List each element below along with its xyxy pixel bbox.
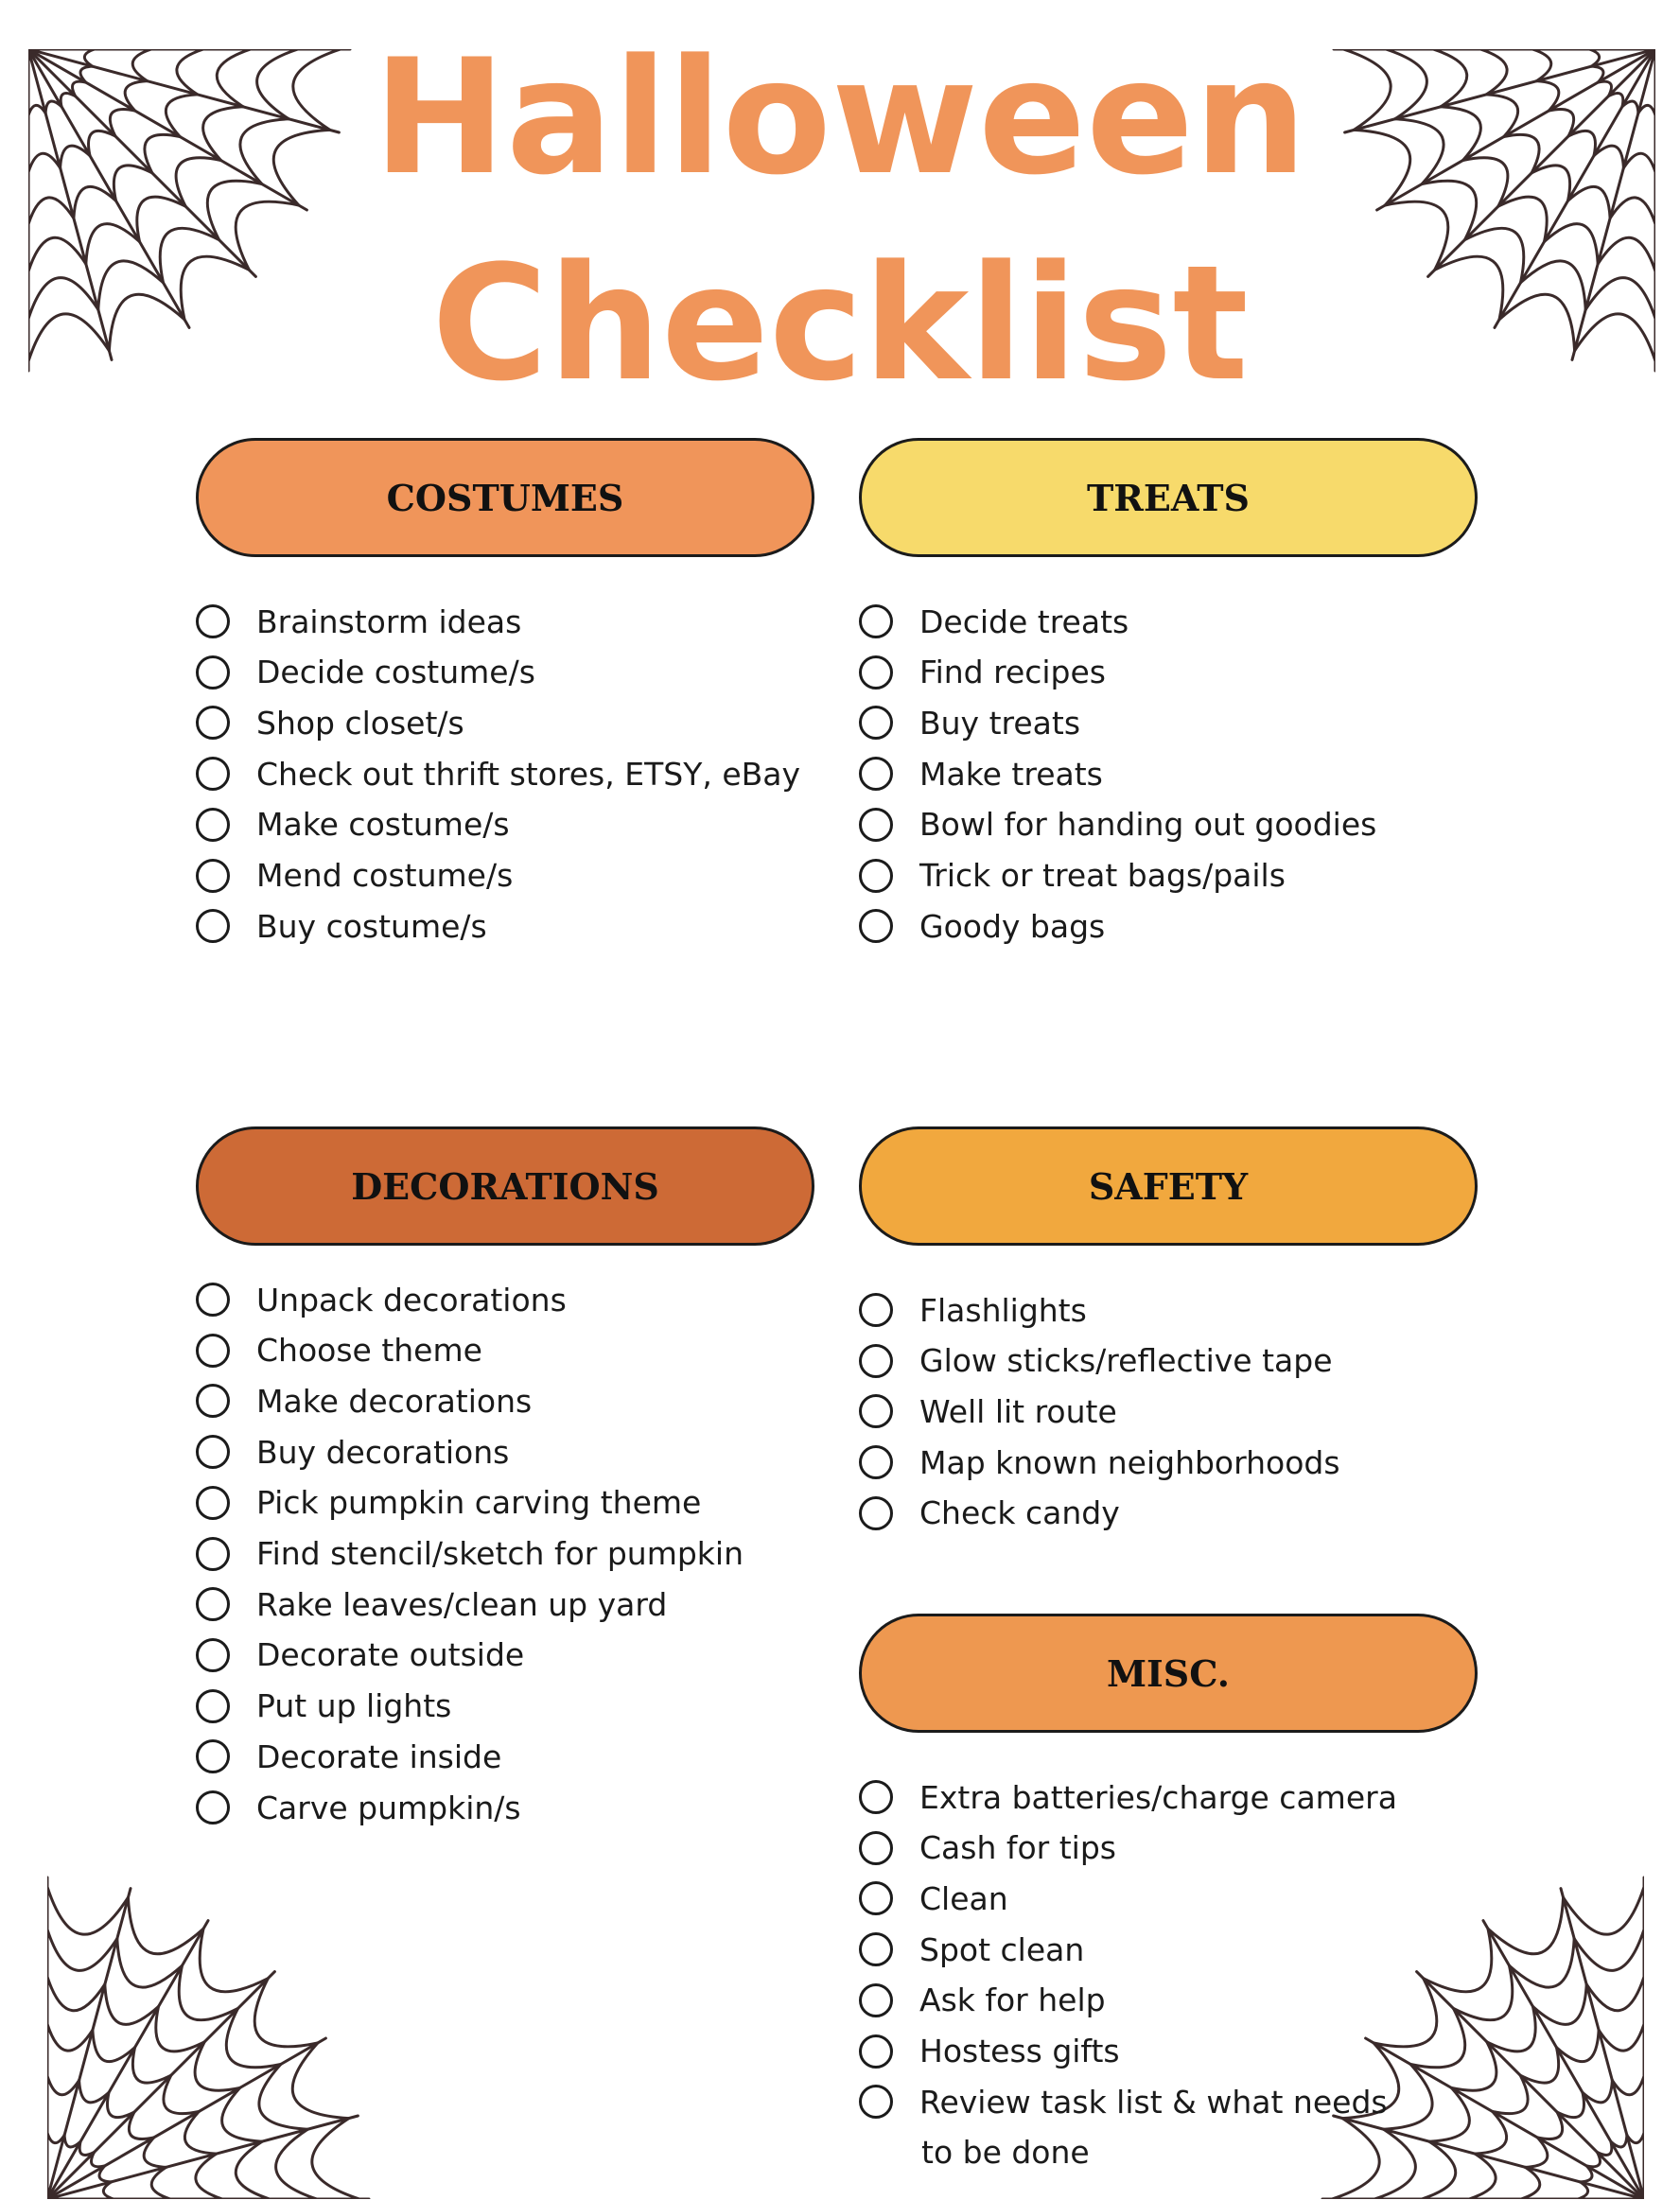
checklist-item-label: Flashlights (919, 1291, 1087, 1329)
checkbox-circle-icon[interactable] (196, 859, 230, 893)
checklist-item[interactable] (196, 903, 487, 949)
checklist-item-label: Decorate inside (256, 1737, 502, 1775)
checklist-item[interactable] (196, 1531, 744, 1577)
checkbox-circle-icon[interactable] (196, 1537, 230, 1571)
section-header-safety: SAFETY (859, 1126, 1478, 1246)
checklist-item[interactable] (196, 650, 535, 695)
checkbox-circle-icon[interactable] (196, 1334, 230, 1368)
checklist-item[interactable] (196, 751, 800, 796)
checklist-item-label: Buy treats (919, 704, 1081, 742)
checkbox-circle-icon[interactable] (859, 859, 893, 893)
checklist-item-label: Make decorations (256, 1382, 533, 1420)
checkbox-circle-icon[interactable] (196, 1384, 230, 1418)
checklist-item[interactable] (859, 1491, 1120, 1536)
checkbox-circle-icon[interactable] (196, 1283, 230, 1317)
checkbox-circle-icon[interactable] (196, 909, 230, 943)
checklist-item-label: Make costume/s (256, 806, 510, 844)
checklist-item-label: Put up lights (256, 1687, 452, 1725)
checkbox-circle-icon[interactable] (859, 1831, 893, 1865)
checklist-item-label: Hostess gifts (919, 2033, 1120, 2069)
checkbox-circle-icon[interactable] (859, 604, 893, 638)
checklist-item-label: Find stencil/sketch for pumpkin (256, 1535, 744, 1572)
checklist-item[interactable] (859, 1440, 1340, 1485)
checklist-item[interactable] (196, 853, 513, 899)
checklist-item[interactable] (859, 903, 1105, 949)
checkbox-circle-icon[interactable] (196, 1638, 230, 1672)
section-header-misc: MISC. (859, 1614, 1478, 1733)
checklist-item-label: Goody bags (919, 907, 1106, 945)
checklist-item-label: Unpack decorations (256, 1281, 567, 1318)
checklist-item-label: Map known neighborhoods (919, 1443, 1340, 1481)
checklist-item[interactable] (196, 1480, 701, 1526)
checklist-item[interactable] (859, 1338, 1333, 1384)
page-title: Halloween (373, 25, 1307, 210)
checklist-item[interactable] (859, 2029, 1120, 2074)
checklist-item-label: Decide costume/s (256, 654, 535, 691)
checklist-item-label: Carve pumpkin/s (256, 1789, 521, 1826)
checklist-item[interactable] (196, 1785, 521, 1830)
checklist-item-label: Glow sticks/reflective tape (919, 1342, 1333, 1380)
checklist-item-label: Pick pumpkin carving theme (256, 1484, 702, 1522)
checklist-item[interactable] (859, 1388, 1117, 1434)
page-title-line-2: Checklist (431, 231, 1249, 416)
checkbox-circle-icon[interactable] (196, 655, 230, 690)
checklist-item-label: Cash for tips (919, 1829, 1116, 1867)
checkbox-circle-icon[interactable] (196, 1689, 230, 1723)
spider-web-icon (47, 1859, 388, 2199)
checkbox-circle-icon[interactable] (859, 1445, 893, 1479)
checkbox-circle-icon[interactable] (859, 909, 893, 943)
checklist-item[interactable] (196, 1633, 524, 1678)
checkbox-circle-icon[interactable] (859, 1344, 893, 1378)
checkbox-circle-icon[interactable] (196, 706, 230, 740)
checklist-item-label: Decide treats (919, 602, 1129, 640)
checkbox-circle-icon[interactable] (859, 706, 893, 740)
checklist-item[interactable] (196, 1429, 509, 1475)
checklist-item-label: Extra batteries/charge camera (919, 1778, 1397, 1816)
checklist-item-label: Ask for help (919, 1982, 1106, 2019)
section-header-costumes: COSTUMES (196, 438, 814, 557)
section-header-treats: TREATS (859, 438, 1478, 557)
checklist-item-label: Buy decorations (256, 1433, 510, 1471)
checkbox-circle-icon[interactable] (196, 1790, 230, 1825)
checklist-item-label: Make treats (919, 755, 1103, 793)
checklist-item[interactable] (196, 599, 521, 644)
checklist-item[interactable] (859, 853, 1286, 899)
checklist-item[interactable] (196, 1581, 667, 1627)
checkbox-circle-icon[interactable] (859, 757, 893, 791)
checkbox-circle-icon[interactable] (859, 1780, 893, 1814)
checkbox-circle-icon[interactable] (196, 1435, 230, 1469)
checklist-item[interactable] (859, 1287, 1087, 1333)
spider-web-icon (1304, 1859, 1644, 2199)
checklist-item[interactable] (859, 2079, 1388, 2124)
checkbox-circle-icon[interactable] (196, 757, 230, 791)
section-header-decorations: DECORATIONS (196, 1126, 814, 1246)
checklist-item[interactable] (859, 700, 1080, 745)
checklist-item[interactable] (859, 1978, 1106, 2023)
checkbox-circle-icon[interactable] (859, 1881, 893, 1915)
checklist-item-label: Choose theme (256, 1332, 482, 1370)
checklist-item[interactable] (196, 1277, 567, 1322)
checklist-item-label: Mend costume/s (256, 857, 514, 894)
checklist-item[interactable] (859, 1876, 1008, 1921)
checklist-item[interactable] (859, 650, 1106, 695)
checklist-item[interactable] (859, 599, 1129, 644)
checkbox-circle-icon[interactable] (859, 1293, 893, 1327)
checklist-item[interactable] (859, 1774, 1397, 1820)
checklist-item[interactable] (859, 751, 1103, 796)
checklist-item-label: Review task list & what needs (919, 2083, 1388, 2121)
checkbox-circle-icon[interactable] (196, 808, 230, 842)
checklist-item-label: Brainstorm ideas (256, 602, 522, 640)
checklist-item[interactable] (859, 802, 1376, 847)
checkbox-circle-icon[interactable] (859, 1496, 893, 1530)
checklist-item[interactable] (196, 1734, 501, 1779)
checkbox-circle-icon[interactable] (859, 808, 893, 842)
checkbox-circle-icon[interactable] (196, 1587, 230, 1621)
checklist-item-label: Check out thrift stores, ETSY, eBay (256, 755, 801, 793)
checkbox-circle-icon[interactable] (196, 604, 230, 638)
checklist-item-label: Well lit route (919, 1392, 1117, 1430)
checklist-item-label: Trick or treat bags/pails (919, 857, 1286, 894)
checklist-item[interactable] (196, 1378, 532, 1423)
checklist-item-label: Shop closet/s (256, 704, 464, 742)
checklist-item-label: Clean (919, 1879, 1008, 1917)
checklist-item-label: Spot clean (919, 1930, 1085, 1968)
checklist-item-label: Bowl for handing out goodies (919, 806, 1377, 844)
checklist-item-label: Decorate outside (256, 1636, 525, 1674)
checkbox-circle-icon[interactable] (859, 655, 893, 690)
checkbox-circle-icon[interactable] (196, 1486, 230, 1520)
checklist-item-label: Check candy (919, 1494, 1120, 1532)
checkbox-circle-icon[interactable] (859, 1394, 893, 1428)
checklist-item-continuation: to be done (921, 2134, 1090, 2171)
checkbox-circle-icon[interactable] (859, 2034, 893, 2069)
checkbox-circle-icon[interactable] (196, 1739, 230, 1773)
checklist-item[interactable] (859, 1927, 1084, 1972)
checklist-item[interactable] (859, 1825, 1116, 1871)
checkbox-circle-icon[interactable] (859, 1983, 893, 2017)
checklist-item-label: Rake leaves/clean up yard (256, 1585, 668, 1623)
checklist-item-label: Find recipes (919, 654, 1107, 691)
checklist-item[interactable] (196, 1328, 482, 1373)
checklist-item-label: Buy costume/s (256, 907, 487, 945)
checklist-item[interactable] (196, 802, 510, 847)
checklist-item[interactable] (196, 700, 464, 745)
checklist-item[interactable] (196, 1684, 451, 1729)
checkbox-circle-icon[interactable] (859, 2085, 893, 2119)
checkbox-circle-icon[interactable] (859, 1932, 893, 1966)
